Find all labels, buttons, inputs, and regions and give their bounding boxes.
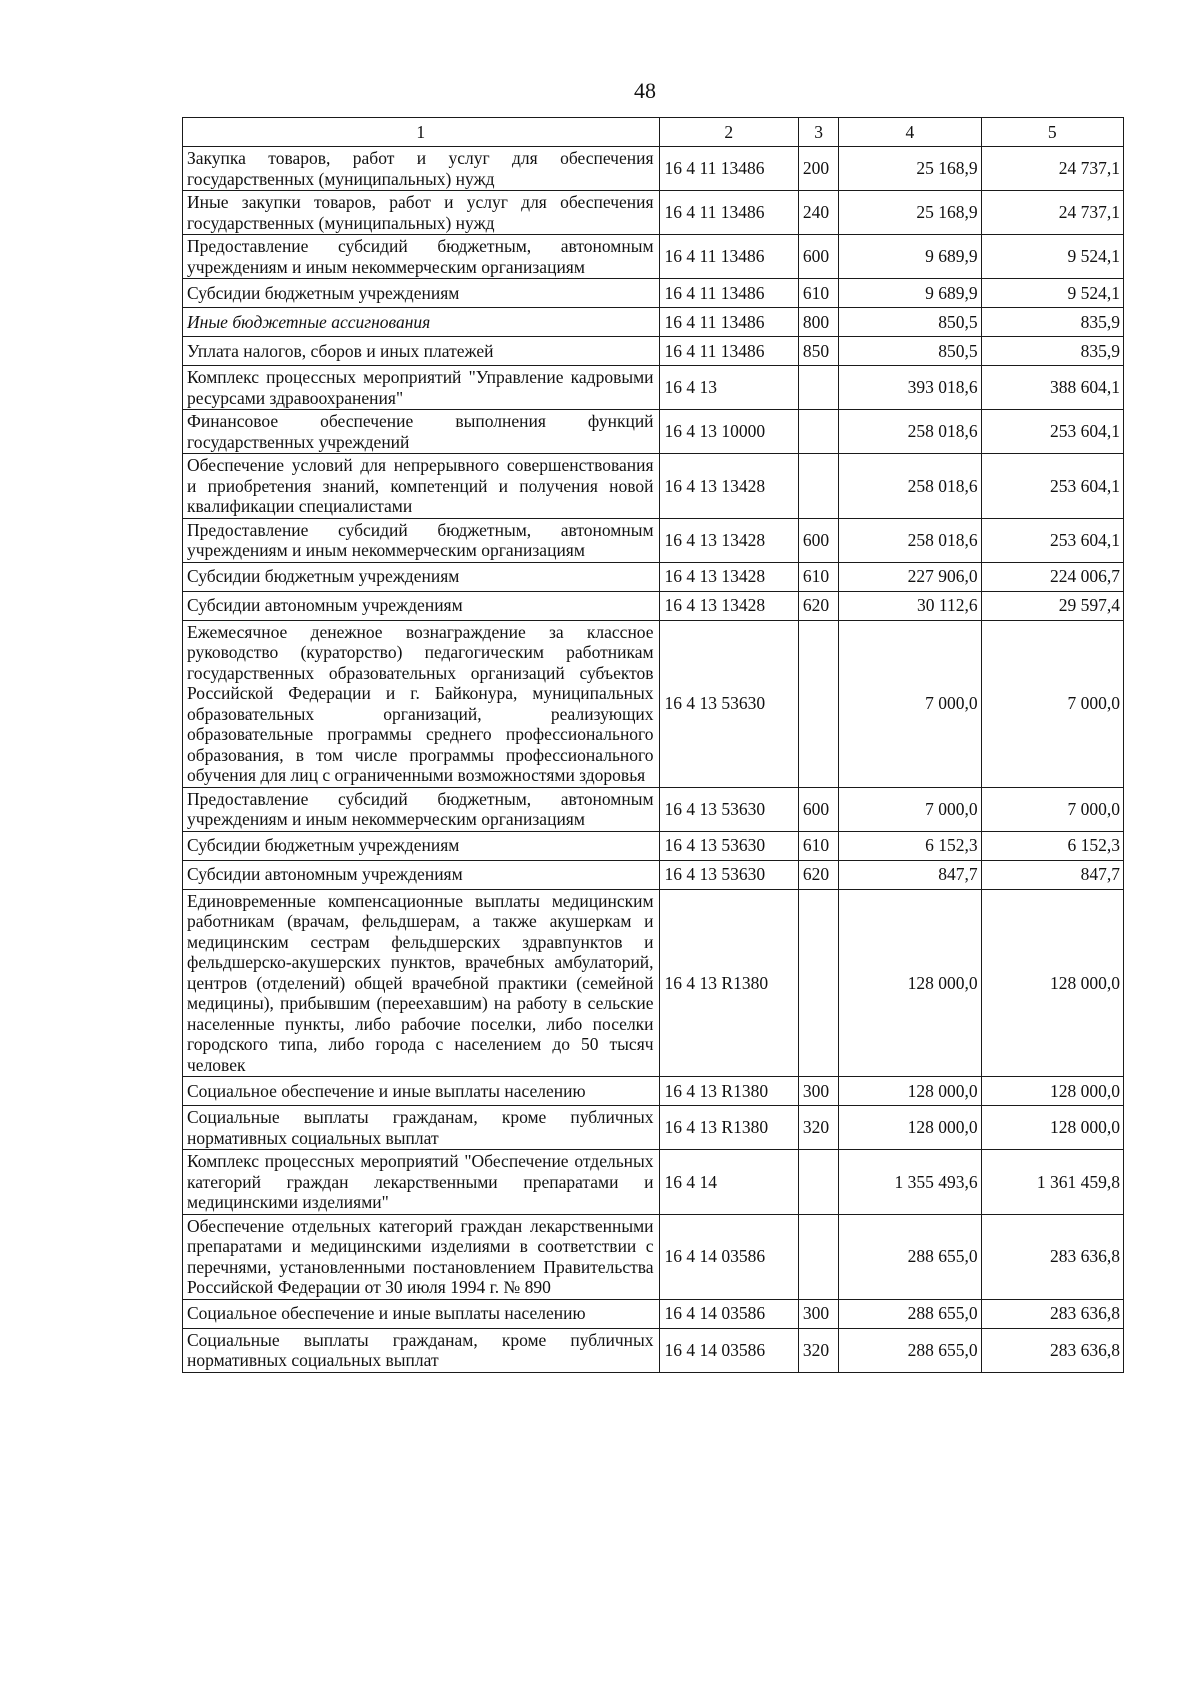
code-cell: 16 4 13 13428 <box>659 562 798 591</box>
amount-year1-cell: 847,7 <box>839 860 981 889</box>
amount-year2-cell: 388 604,1 <box>981 366 1123 410</box>
code-cell: 16 4 11 13486 <box>659 337 798 366</box>
code-cell: 16 4 13 <box>659 366 798 410</box>
name-cell: Субсидии автономным учреждениям <box>183 860 660 889</box>
table-body <box>183 147 1124 1373</box>
amount-year1-cell: 7 000,0 <box>839 787 981 831</box>
amount-year2-cell: 1 361 459,8 <box>981 1150 1123 1215</box>
name-cell: Единовременные компенсационные выплаты медицинским работникам (врачам, фельдшерам, а также акушеркам и медицинским сестрам фельдшерских здравпунктов и фельдшерско-акушерских пунктов, врачебных амбулаторий, центров (отделений) общей врачебной практики (семейной медицины), прибывшим (переехавшим) на работу в сельские населенные пункты, либо рабочие поселки, либо поселки городского типа, либо города с населением до 50 тысяч человек <box>183 889 660 1077</box>
table-row <box>183 889 1124 1077</box>
amount-year1-cell: 258 018,6 <box>839 410 981 454</box>
amount-year2-cell: 128 000,0 <box>981 889 1123 1077</box>
kvr-cell <box>798 620 838 787</box>
amount-year2-cell: 253 604,1 <box>981 454 1123 519</box>
table-row <box>183 191 1124 235</box>
code-cell: 16 4 14 03586 <box>659 1328 798 1372</box>
amount-year1-cell: 288 655,0 <box>839 1299 981 1328</box>
name-cell: Субсидии бюджетным учреждениям <box>183 831 660 860</box>
name-cell: Предоставление субсидий бюджетным, автономным учреждениям и иным некоммерческим организациям <box>183 518 660 562</box>
amount-year2-cell: 224 006,7 <box>981 562 1123 591</box>
amount-year2-cell: 24 737,1 <box>981 147 1123 191</box>
name-cell: Иные закупки товаров, работ и услуг для обеспечения государственных (муниципальных) нужд <box>183 191 660 235</box>
amount-year1-cell: 850,5 <box>839 308 981 337</box>
header-cell-3: 3 <box>798 118 838 147</box>
amount-year1-cell: 128 000,0 <box>839 1077 981 1106</box>
amount-year1-cell: 128 000,0 <box>839 1106 981 1150</box>
code-cell: 16 4 11 13486 <box>659 279 798 308</box>
kvr-cell: 320 <box>798 1328 838 1372</box>
kvr-cell: 610 <box>798 831 838 860</box>
table-row <box>183 454 1124 519</box>
code-cell: 16 4 13 R1380 <box>659 1106 798 1150</box>
table-row <box>183 1106 1124 1150</box>
table-row <box>183 562 1124 591</box>
kvr-cell: 610 <box>798 562 838 591</box>
name-cell: Закупка товаров, работ и услуг для обеспечения государственных (муниципальных) нужд <box>183 147 660 191</box>
code-cell: 16 4 13 53630 <box>659 787 798 831</box>
table-row <box>183 831 1124 860</box>
amount-year2-cell: 253 604,1 <box>981 410 1123 454</box>
kvr-cell: 320 <box>798 1106 838 1150</box>
kvr-cell: 850 <box>798 337 838 366</box>
header-cell-4: 4 <box>839 118 981 147</box>
kvr-cell: 240 <box>798 191 838 235</box>
table-row <box>183 235 1124 279</box>
table-row <box>183 860 1124 889</box>
table-row <box>183 591 1124 620</box>
kvr-cell: 620 <box>798 860 838 889</box>
name-cell: Субсидии бюджетным учреждениям <box>183 562 660 591</box>
table-row <box>183 366 1124 410</box>
table-row <box>183 1214 1124 1299</box>
name-cell: Иные бюджетные ассигнования <box>183 308 660 337</box>
kvr-cell: 600 <box>798 518 838 562</box>
code-cell: 16 4 14 <box>659 1150 798 1215</box>
amount-year1-cell: 128 000,0 <box>839 889 981 1077</box>
code-cell: 16 4 13 53630 <box>659 860 798 889</box>
name-cell: Обеспечение отдельных категорий граждан лекарственными препаратами и медицинскими изделиями в соответствии с перечнями, установленными постановлением Правительства Российской Федерации от 30 июля 1994 г. № 890 <box>183 1214 660 1299</box>
amount-year1-cell: 9 689,9 <box>839 235 981 279</box>
amount-year2-cell: 835,9 <box>981 308 1123 337</box>
name-cell: Социальные выплаты гражданам, кроме публичных нормативных социальных выплат <box>183 1106 660 1150</box>
code-cell: 16 4 13 53630 <box>659 831 798 860</box>
kvr-cell <box>798 889 838 1077</box>
name-cell: Социальное обеспечение и иные выплаты населению <box>183 1077 660 1106</box>
amount-year1-cell: 850,5 <box>839 337 981 366</box>
amount-year1-cell: 393 018,6 <box>839 366 981 410</box>
amount-year2-cell: 847,7 <box>981 860 1123 889</box>
name-cell: Социальные выплаты гражданам, кроме публичных нормативных социальных выплат <box>183 1328 660 1372</box>
name-cell: Социальное обеспечение и иные выплаты населению <box>183 1299 660 1328</box>
amount-year2-cell: 9 524,1 <box>981 235 1123 279</box>
table-row <box>183 787 1124 831</box>
amount-year1-cell: 9 689,9 <box>839 279 981 308</box>
page-number: 48 <box>634 78 656 103</box>
amount-year1-cell: 6 152,3 <box>839 831 981 860</box>
name-cell: Комплекс процессных мероприятий "Управление кадровыми ресурсами здравоохранения" <box>183 366 660 410</box>
amount-year1-cell: 25 168,9 <box>839 147 981 191</box>
table-row <box>183 1150 1124 1215</box>
kvr-cell <box>798 366 838 410</box>
amount-year1-cell: 288 655,0 <box>839 1328 981 1372</box>
amount-year2-cell: 9 524,1 <box>981 279 1123 308</box>
table-row <box>183 620 1124 787</box>
header-cell-5: 5 <box>981 118 1123 147</box>
amount-year2-cell: 7 000,0 <box>981 787 1123 831</box>
kvr-cell <box>798 454 838 519</box>
name-cell: Финансовое обеспечение выполнения функций государственных учреждений <box>183 410 660 454</box>
code-cell: 16 4 13 R1380 <box>659 889 798 1077</box>
code-cell: 16 4 13 10000 <box>659 410 798 454</box>
kvr-cell: 200 <box>798 147 838 191</box>
kvr-cell: 600 <box>798 235 838 279</box>
table-row <box>183 410 1124 454</box>
kvr-cell <box>798 1214 838 1299</box>
table-row <box>183 337 1124 366</box>
amount-year2-cell: 835,9 <box>981 337 1123 366</box>
table-row <box>183 1299 1124 1328</box>
amount-year1-cell: 1 355 493,6 <box>839 1150 981 1215</box>
name-cell: Предоставление субсидий бюджетным, автономным учреждениям и иным некоммерческим организациям <box>183 235 660 279</box>
name-cell: Субсидии бюджетным учреждениям <box>183 279 660 308</box>
table-row <box>183 279 1124 308</box>
amount-year2-cell: 128 000,0 <box>981 1106 1123 1150</box>
kvr-cell: 300 <box>798 1299 838 1328</box>
name-cell: Ежемесячное денежное вознаграждение за классное руководство (кураторство) педагогическим работникам государственных образовательных организаций субъектов Российской Федерации и г. Байконура, муниципальных образовательных организаций, реализующих образовательные программы среднего профессионального образования, в том числе программы профессионального обучения для лиц с ограниченными возможностями здоровья <box>183 620 660 787</box>
kvr-cell: 800 <box>798 308 838 337</box>
name-cell: Предоставление субсидий бюджетным, автономным учреждениям и иным некоммерческим организациям <box>183 787 660 831</box>
amount-year2-cell: 283 636,8 <box>981 1328 1123 1372</box>
amount-year2-cell: 7 000,0 <box>981 620 1123 787</box>
name-cell: Комплекс процессных мероприятий "Обеспечение отдельных категорий граждан лекарственными препаратами и медицинскими изделиями" <box>183 1150 660 1215</box>
kvr-cell: 600 <box>798 787 838 831</box>
code-cell: 16 4 13 13428 <box>659 454 798 519</box>
amount-year2-cell: 283 636,8 <box>981 1299 1123 1328</box>
kvr-cell: 300 <box>798 1077 838 1106</box>
code-cell: 16 4 11 13486 <box>659 147 798 191</box>
amount-year2-cell: 6 152,3 <box>981 831 1123 860</box>
code-cell: 16 4 13 13428 <box>659 591 798 620</box>
amount-year1-cell: 258 018,6 <box>839 518 981 562</box>
amount-year2-cell: 283 636,8 <box>981 1214 1123 1299</box>
name-cell: Субсидии автономным учреждениям <box>183 591 660 620</box>
table-row <box>183 147 1124 191</box>
header-row <box>183 118 1124 147</box>
budget-table <box>182 117 1124 1373</box>
amount-year1-cell: 288 655,0 <box>839 1214 981 1299</box>
code-cell: 16 4 11 13486 <box>659 235 798 279</box>
table-row <box>183 308 1124 337</box>
amount-year2-cell: 253 604,1 <box>981 518 1123 562</box>
amount-year1-cell: 30 112,6 <box>839 591 981 620</box>
code-cell: 16 4 14 03586 <box>659 1299 798 1328</box>
kvr-cell: 610 <box>798 279 838 308</box>
kvr-cell: 620 <box>798 591 838 620</box>
table-row <box>183 1077 1124 1106</box>
header-cell-2: 2 <box>659 118 798 147</box>
amount-year1-cell: 25 168,9 <box>839 191 981 235</box>
table-row <box>183 518 1124 562</box>
name-cell: Уплата налогов, сборов и иных платежей <box>183 337 660 366</box>
header-cell-1: 1 <box>183 118 660 147</box>
kvr-cell <box>798 1150 838 1215</box>
amount-year2-cell: 29 597,4 <box>981 591 1123 620</box>
name-cell: Обеспечение условий для непрерывного совершенствования и приобретения знаний, компетенций и получения новой квалификации специалистами <box>183 454 660 519</box>
table-row <box>183 1328 1124 1372</box>
amount-year1-cell: 7 000,0 <box>839 620 981 787</box>
kvr-cell <box>798 410 838 454</box>
code-cell: 16 4 13 53630 <box>659 620 798 787</box>
amount-year1-cell: 258 018,6 <box>839 454 981 519</box>
amount-year2-cell: 128 000,0 <box>981 1077 1123 1106</box>
code-cell: 16 4 11 13486 <box>659 191 798 235</box>
amount-year2-cell: 24 737,1 <box>981 191 1123 235</box>
code-cell: 16 4 11 13486 <box>659 308 798 337</box>
amount-year1-cell: 227 906,0 <box>839 562 981 591</box>
code-cell: 16 4 13 13428 <box>659 518 798 562</box>
code-cell: 16 4 14 03586 <box>659 1214 798 1299</box>
code-cell: 16 4 13 R1380 <box>659 1077 798 1106</box>
